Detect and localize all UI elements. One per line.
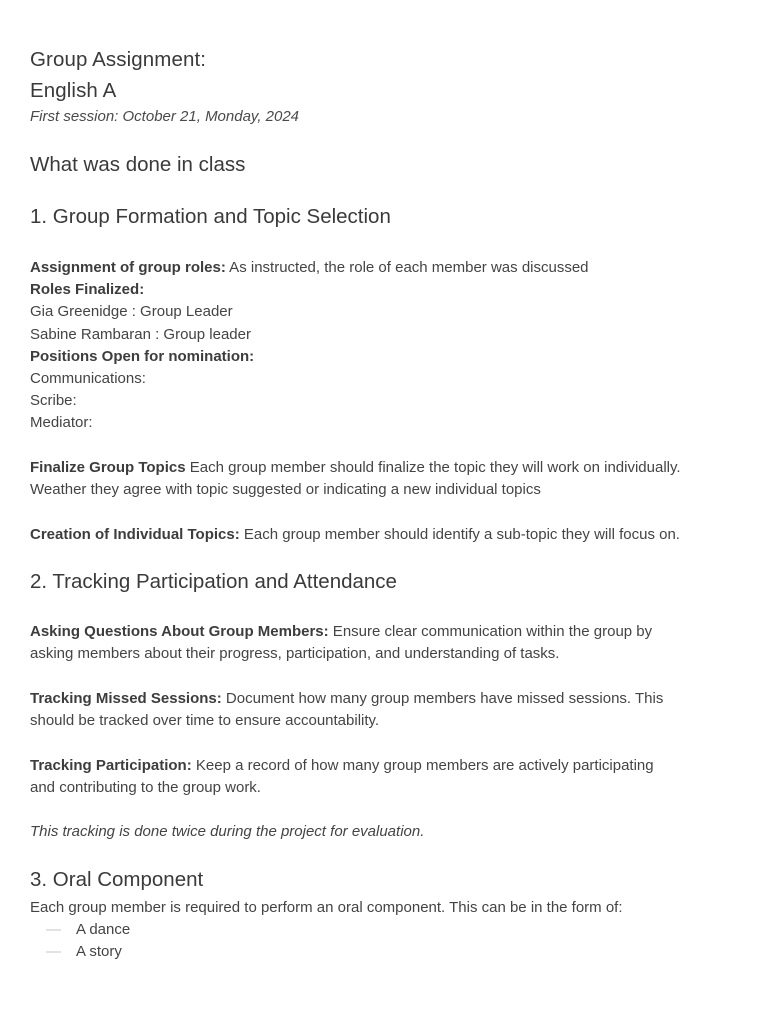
list-item	[30, 919, 130, 941]
asking-questions-text: Ensure clear communication within the group by	[328, 623, 653, 640]
list-item-text: A story	[76, 943, 122, 960]
asking-questions-paragraph	[30, 621, 742, 665]
tracking-participation-line1	[30, 755, 742, 777]
section3-heading: 3. Oral Component	[30, 868, 204, 891]
open-position-item: Scribe:	[30, 392, 77, 410]
roles-line	[30, 257, 742, 279]
individual-topics-line	[30, 524, 742, 546]
section2-heading: 2. Tracking Participation and Attendance	[30, 570, 397, 593]
finalize-topics-paragraph	[30, 457, 742, 501]
tracking-participation-label: Tracking Participation:	[30, 757, 192, 774]
individual-topics-label: Creation of Individual Topics:	[30, 526, 240, 543]
oral-component-intro: Each group member is required to perform an oral component. This can be in the form of:	[30, 899, 623, 916]
tracking-participation-paragraph	[30, 755, 742, 799]
open-positions-label	[30, 346, 742, 368]
tracking-participation-line2: and contributing to the group work.	[30, 779, 261, 797]
missed-sessions-line1	[30, 688, 742, 710]
dash-bullet-icon: —	[46, 943, 61, 960]
finalize-topics-text: Each group member should finalize the topic they will work on individually.	[185, 459, 681, 476]
open-position-item: Mediator:	[30, 414, 93, 432]
list-item	[30, 941, 130, 963]
finalized-role-item: Sabine Rambaran : Group leader	[30, 325, 251, 343]
tracking-note: This tracking is done twice during the project for evaluation.	[30, 823, 425, 840]
missed-sessions-text: Document how many group members have missed sessions. This	[221, 690, 664, 707]
roles-text: As instructed, the role of each member was discussed	[225, 259, 589, 276]
missed-sessions-label: Tracking Missed Sessions:	[30, 690, 222, 707]
document-subtitle: First session: October 21, Monday, 2024	[30, 108, 300, 125]
open-position-item: Communications:	[30, 370, 146, 388]
section1-heading: 1. Group Formation and Topic Selection	[30, 205, 391, 228]
roles-finalized-label	[30, 279, 742, 301]
finalize-topics-line2: Weather they agree with topic suggested or indicating a new individual topics	[30, 481, 541, 499]
dash-bullet-icon: —	[46, 921, 61, 938]
missed-sessions-paragraph	[30, 688, 742, 732]
section-intro-heading: What was done in class	[30, 153, 246, 176]
list-item-text: A dance	[76, 921, 131, 938]
section1-roles-block	[30, 257, 742, 435]
oral-component-list	[30, 919, 130, 963]
roles-finalized-label-text: Roles Finalized:	[30, 281, 145, 299]
asking-questions-line1	[30, 621, 742, 643]
finalize-topics-label: Finalize Group Topics	[30, 459, 186, 476]
open-positions-label-text: Positions Open for nomination:	[30, 347, 255, 365]
roles-label: Assignment of group roles:	[30, 259, 226, 276]
individual-topics-paragraph	[30, 524, 742, 546]
missed-sessions-line2: should be tracked over time to ensure accountability.	[30, 712, 380, 730]
finalize-topics-line1	[30, 457, 742, 479]
finalized-role-item: Gia Greenidge : Group Leader	[30, 303, 233, 321]
tracking-participation-text: Keep a record of how many group members are actively participating	[191, 757, 654, 774]
individual-topics-text: Each group member should identify a sub-topic they will focus on.	[239, 526, 680, 543]
document-title-line1: Group Assignment:	[30, 48, 207, 71]
document-title-line2: English A	[30, 79, 117, 102]
asking-questions-line2: asking members about their progress, participation, and understanding of tasks.	[30, 645, 560, 663]
asking-questions-label: Asking Questions About Group Members:	[30, 623, 329, 640]
